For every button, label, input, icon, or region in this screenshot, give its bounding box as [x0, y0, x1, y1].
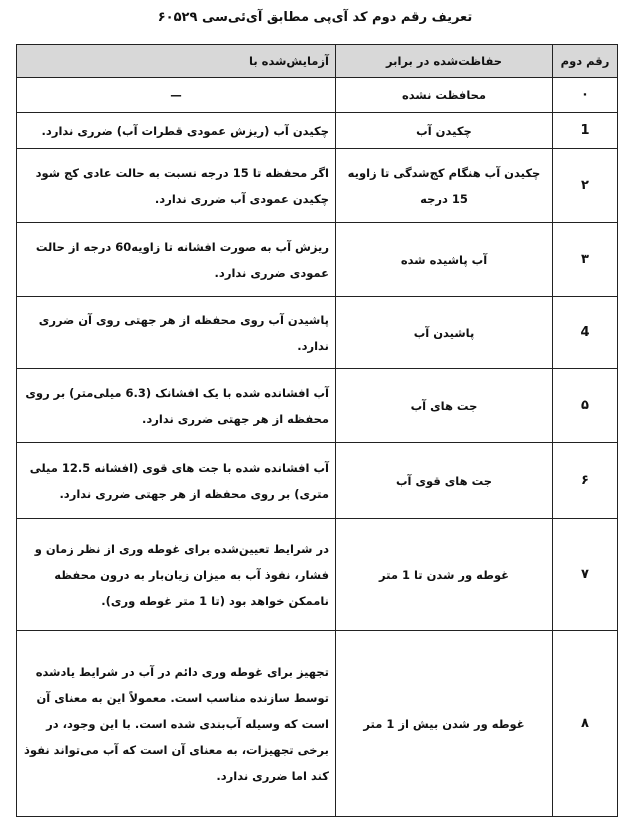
protection-cell: غوطه ور شدن بیش از 1 متر [336, 631, 553, 817]
digit-cell: 1 [553, 113, 618, 149]
tested-cell: اگر محفظه تا 15 درجه نسبت به حالت عادی کج شود چکیدن عمودی آب ضرری ندارد. [17, 149, 336, 223]
digit-cell: ۸ [553, 631, 618, 817]
table-row [17, 223, 618, 297]
header-protection: حفاظت‌شده در برابر [336, 45, 553, 78]
digit-cell: ۰ [553, 78, 618, 113]
table-header-row [17, 45, 618, 78]
tested-cell: در شرایط تعیین‌شده برای غوطه وری از نظر زمان و فشار، نفوذ آب به میزان زیان‌بار به درون محفظه ناممکن خواهد بود (تا 1 متر غوطه وری). [17, 519, 336, 631]
table-row [17, 443, 618, 519]
table-row [17, 369, 618, 443]
table-row [17, 113, 618, 149]
protection-cell: غوطه ور شدن تا 1 متر [336, 519, 553, 631]
header-tested: آزمایش‌شده با [17, 45, 336, 78]
protection-cell: آب پاشیده شده [336, 223, 553, 297]
tested-cell: ریزش آب به صورت افشانه تا زاویه60 درجه از حالت عمودی ضرری ندارد. [17, 223, 336, 297]
protection-cell: جت های آب [336, 369, 553, 443]
table-row [17, 297, 618, 369]
table-row [17, 149, 618, 223]
table-row [17, 519, 618, 631]
digit-cell: ۲ [553, 149, 618, 223]
tested-cell: پاشیدن آب روی محفظه از هر جهتی روی آن ضرری ندارد. [17, 297, 336, 369]
protection-cell: محافظت نشده [336, 78, 553, 113]
digit-cell: 4 [553, 297, 618, 369]
digit-cell: ۶ [553, 443, 618, 519]
digit-cell: ۵ [553, 369, 618, 443]
digit-cell: ۳ [553, 223, 618, 297]
protection-cell: چکیدن آب هنگام کج‌شدگی تا زاویه 15 درجه [336, 149, 553, 223]
protection-cell: چکیدن آب [336, 113, 553, 149]
page-title: تعریف رقم دوم کد آی‌پی مطابق آی‌ئی‌سی ۶۰۵۲۹ [157, 10, 473, 25]
table-row [17, 78, 618, 113]
table-row [17, 631, 618, 817]
tested-cell: آب افشانده شده با جت های قوی (افشانه 12.5 میلی متری) بر روی محفظه از هر جهتی ضرری ندارد. [17, 443, 336, 519]
protection-cell: جت های قوی آب [336, 443, 553, 519]
header-digit: رقم دوم [553, 45, 618, 78]
tested-cell: آب افشانده شده با یک افشانک (6.3 میلی‌متر) بر روی محفظه از هر جهتی ضرری ندارد. [17, 369, 336, 443]
ip-code-table [16, 44, 618, 817]
protection-cell: پاشیدن آب [336, 297, 553, 369]
digit-cell: ۷ [553, 519, 618, 631]
tested-cell: تجهیز برای غوطه وری دائم در آب در شرایط یادشده توسط سازنده مناسب است. معمولاً این به معنای آن است که وسیله آب‌بندی شده است. با این وجود، در برخی تجهیزات، به معنای آن است که آب می‌تواند نفوذ کند اما ضرری ندارد. [17, 631, 336, 817]
tested-cell: — [17, 78, 336, 113]
tested-cell: چکیدن آب (ریزش عمودی قطرات آب) ضرری ندارد. [17, 113, 336, 149]
